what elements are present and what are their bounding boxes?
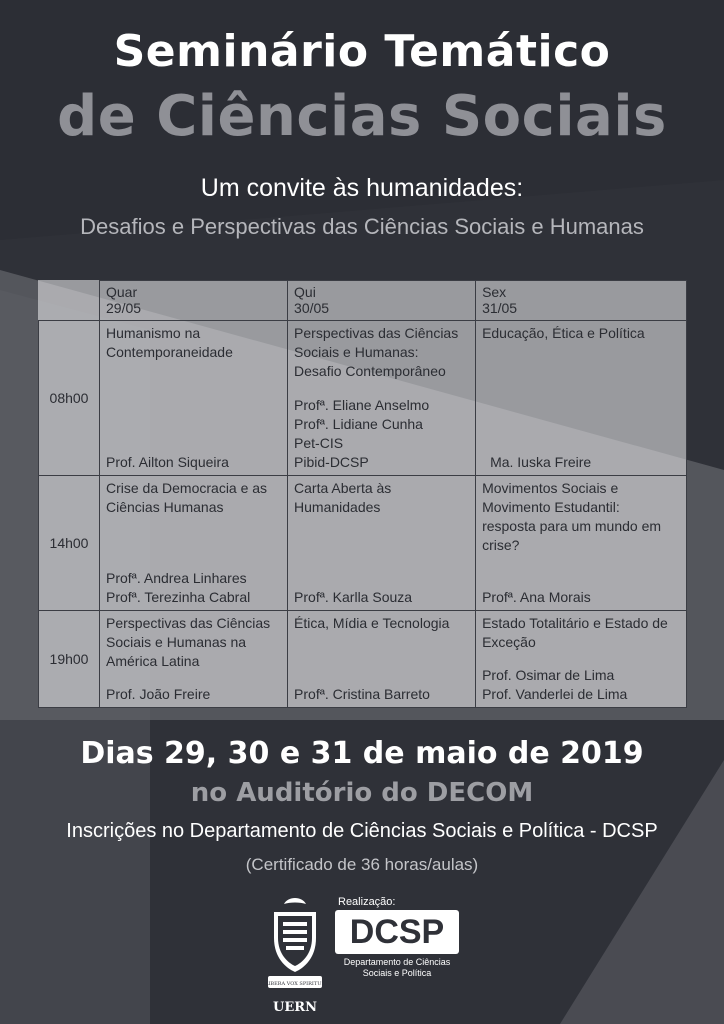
session-speaker: Profª. Lidiane Cunha [294, 416, 423, 432]
session-speaker: Profª. Ana Morais [482, 589, 591, 605]
day-name: Quar [106, 284, 138, 300]
session-title: Humanidades [294, 499, 381, 515]
uern-motto: LIBERA VOX SPIRITUS [265, 981, 325, 987]
session-title: Movimento Estudantil: [482, 499, 620, 515]
session-title: Perspectivas das Ciências [106, 615, 271, 631]
time-slot: 19h00 [39, 611, 100, 708]
event-venue: no Auditório do DECOM [190, 778, 534, 808]
day-header [476, 281, 687, 321]
uern-label: UERN [273, 1000, 317, 1015]
session-cell [100, 611, 288, 708]
dcsp-caption [330, 957, 464, 979]
schedule-header-row [39, 281, 687, 321]
dcsp-caption-line2: Sociais e Política [362, 968, 432, 978]
session-title: Desafio Contemporâneo [294, 363, 446, 379]
session-cell [100, 476, 288, 611]
session-title: Sociais e Humanas: [294, 344, 419, 360]
session-title: Exceção [482, 634, 536, 650]
uern-crest-icon [264, 898, 326, 998]
session-cell [476, 611, 687, 708]
session-title: Humanismo na [106, 325, 201, 341]
session-title: crise? [482, 537, 520, 553]
session-speaker: Profª. Cristina Barreto [294, 686, 430, 702]
session-title: Estado Totalitário e Estado de [482, 615, 668, 631]
session-title: Ética, Mídia e Tecnologia [294, 615, 450, 631]
schedule-row-morning [39, 321, 687, 476]
session-title: Ciências Humanas [106, 499, 224, 515]
session-cell [288, 476, 476, 611]
session-title: Educação, Ética e Política [482, 325, 645, 341]
day-name: Sex [482, 284, 507, 300]
session-title: resposta para um mundo em [482, 518, 662, 534]
day-date: 30/05 [294, 300, 330, 316]
schedule-table [38, 280, 687, 708]
session-speaker: Profª. Terezinha Cabral [106, 589, 251, 605]
session-speaker: Pibid-DCSP [294, 454, 369, 470]
day-date: 29/05 [106, 300, 142, 316]
schedule-row-evening [39, 611, 687, 708]
session-speaker: Prof. Ailton Siqueira [106, 454, 229, 470]
certificate-info: (Certificado de 36 horas/aulas) [245, 855, 479, 874]
session-cell [476, 476, 687, 611]
day-date: 31/05 [482, 300, 518, 316]
schedule-corner [39, 281, 100, 321]
registration-info: Inscrições no Departamento de Ciências Sociais e Política - DCSP [66, 820, 658, 842]
dcsp-caption-line1: Departamento de Ciências [343, 957, 451, 967]
session-speaker: Profª. Karlla Souza [294, 589, 413, 605]
subtitle-line1: Um convite às humanidades: [200, 174, 524, 202]
session-cell [100, 321, 288, 476]
schedule-row-afternoon [39, 476, 687, 611]
session-title: Movimentos Sociais e [482, 480, 619, 496]
poster-title-line2: de Ciências Sociais [57, 84, 667, 149]
time-slot: 08h00 [39, 321, 100, 476]
event-dates: Dias 29, 30 e 31 de maio de 2019 [80, 736, 644, 771]
session-title: Sociais e Humanas na [106, 634, 247, 650]
session-speaker: Prof. Osimar de Lima [482, 667, 615, 683]
session-title: Perspectivas das Ciências [294, 325, 459, 341]
day-header [100, 281, 288, 321]
session-speaker: Prof. Vanderlei de Lima [482, 686, 628, 702]
poster-title-line1: Seminário Temático [113, 26, 611, 77]
session-cell [288, 611, 476, 708]
subtitle-line2: Desafios e Perspectivas das Ciências Sociais e Humanas [80, 214, 644, 239]
day-header [288, 281, 476, 321]
session-title: Carta Aberta às [294, 480, 392, 496]
session-cell [476, 321, 687, 476]
session-speaker: Profª. Andrea Linhares [106, 570, 247, 586]
session-speaker: Pet-CIS [294, 435, 344, 451]
session-speaker: Ma. Iuska Freire [490, 454, 592, 470]
session-title: América Latina [106, 653, 200, 669]
session-speaker: Prof. João Freire [106, 686, 211, 702]
day-name: Qui [294, 284, 316, 300]
realizacao-label: Realização: [338, 896, 396, 908]
session-title: Crise da Democracia e as [106, 480, 268, 496]
session-cell [288, 321, 476, 476]
session-title: Contemporaneidade [106, 344, 233, 360]
time-slot: 14h00 [39, 476, 100, 611]
session-speaker: Profª. Eliane Anselmo [294, 397, 430, 413]
dcsp-logo: DCSP [335, 910, 459, 954]
